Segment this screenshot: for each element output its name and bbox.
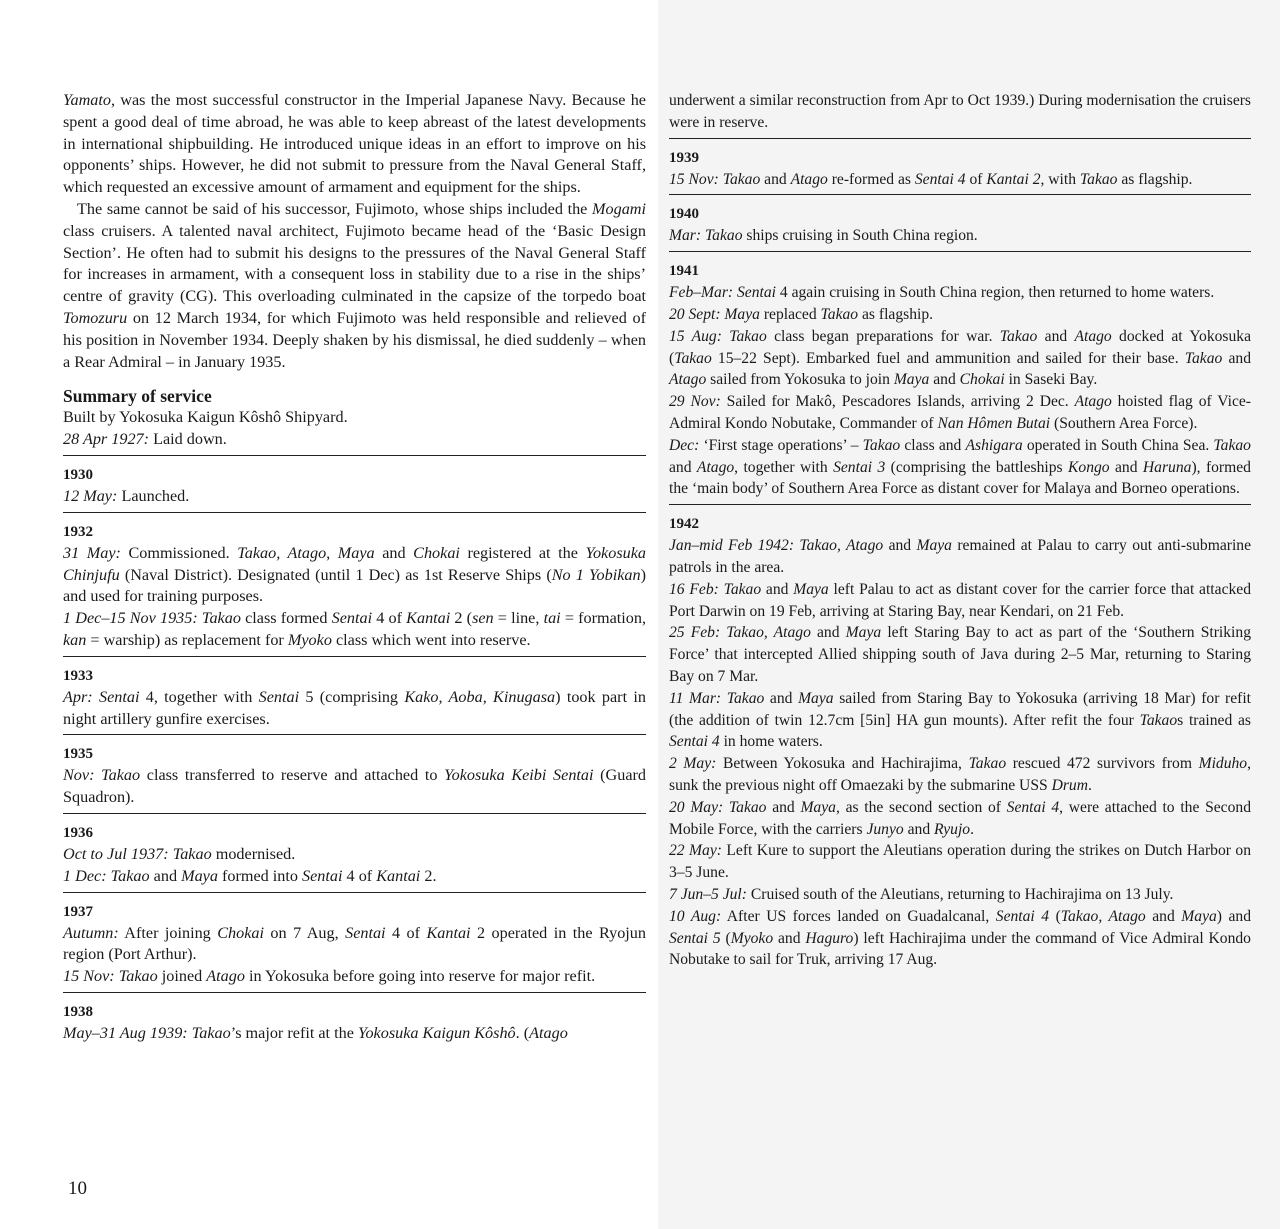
italic-text: Maya: [798, 689, 834, 707]
text-run: and: [149, 866, 182, 885]
text-run: , with: [1040, 170, 1080, 188]
text-run: (Southern Area Force).: [1050, 414, 1198, 432]
italic-text: Takao: [862, 436, 901, 454]
service-entry: [669, 884, 1251, 906]
service-entry: [63, 866, 646, 888]
service-entry: [63, 765, 646, 809]
text-run: = formation,: [560, 609, 647, 628]
italic-text: Yokosuka Chinjufu: [63, 543, 647, 584]
service-year-section: [669, 203, 1251, 252]
left-column: [63, 90, 646, 1045]
italic-text: Mogami: [592, 199, 646, 218]
summary-line: [63, 429, 646, 451]
italic-text: Mar: Takao: [669, 227, 743, 245]
italic-text: Takao: [1139, 711, 1178, 729]
italic-text: sen: [472, 609, 494, 628]
section-rule: [669, 194, 1251, 195]
text-run: and: [810, 624, 846, 642]
text-run: ’s major refit at the: [230, 1023, 358, 1042]
intro-paragraphs: [63, 90, 646, 373]
italic-text: Maya: [793, 580, 829, 598]
service-sections-left: [63, 464, 646, 1045]
italic-text: 12 May:: [63, 486, 118, 505]
text-run: left Staring Bay to act as part of the ‘Southern Striking Force’ that intercepted Allied shipping south of Java during 2–5 Mar, returning to Staring Bay on 7 Mar.: [669, 624, 1251, 685]
italic-text: Haguro: [805, 929, 854, 947]
year-heading: 1937: [63, 903, 93, 920]
text-run: (comprising the battleships: [885, 458, 1068, 476]
text-run: class and: [900, 436, 966, 454]
italic-text: Sentai 4: [995, 907, 1050, 925]
service-entry: [669, 225, 1251, 247]
text-run: = line,: [493, 609, 544, 628]
text-run: .: [970, 820, 975, 838]
italic-text: Kantai: [406, 609, 451, 628]
italic-text: Ryujo: [934, 820, 971, 838]
service-entry: [669, 688, 1251, 753]
text-run: sailed from Yokosuka to join: [706, 371, 894, 389]
service-year-section: [63, 521, 646, 657]
text-run: left Palau to act as distant cover for the carrier force that attacked Port Darwin on 19 Feb, arriving at Staring Bay, near Kendari, on 21 Feb.: [669, 580, 1251, 620]
text-run: formed into: [217, 866, 303, 885]
summary-intro: [63, 407, 646, 451]
text-run: , were attached to the Second Mobile Force, with the carriers: [669, 798, 1251, 838]
section-rule: [63, 455, 646, 456]
text-run: ) took part in night artillery gunfire exercises.: [63, 687, 646, 728]
italic-text: 25 Feb: Takao, Atago: [669, 624, 811, 642]
text-run: and: [929, 371, 960, 389]
text-run: and: [761, 580, 794, 598]
text-run: ‘First stage operations’ –: [699, 436, 863, 454]
section-rule: [63, 656, 646, 657]
italic-text: Atago: [790, 170, 828, 188]
page-number: 10: [68, 1178, 87, 1199]
text-run: class began preparations for war.: [766, 327, 1000, 345]
text-run: Launched.: [117, 486, 190, 505]
text-run: 2 (: [450, 609, 473, 628]
text-run: ), formed the ‘main body’ of Southern Area Force as distant cover for Malaya and Borneo operations.: [669, 458, 1251, 498]
text-run: 4 of: [372, 609, 407, 628]
italic-text: Sentai 3: [833, 458, 886, 476]
service-entry: [669, 535, 1251, 579]
text-run: .: [1087, 776, 1092, 794]
service-sections-right: [669, 147, 1251, 972]
body-paragraph: [63, 90, 646, 199]
italic-text: Atago: [206, 967, 245, 986]
text-run: as flagship.: [1117, 170, 1193, 188]
service-entry: [669, 797, 1251, 841]
text-run: docked at Yokosuka (: [669, 327, 1252, 367]
italic-text: 11 Mar: Takao: [669, 689, 765, 707]
text-run: and: [1109, 458, 1143, 476]
italic-text: Atago: [696, 458, 735, 476]
italic-text: Maya: [1181, 907, 1217, 925]
italic-text: Sentai 4: [669, 733, 720, 751]
italic-text: Chokai: [217, 923, 264, 942]
text-run: registered at the: [459, 543, 586, 562]
text-run: After joining: [118, 923, 218, 942]
italic-text: Maya: [893, 371, 930, 389]
service-year-section: [63, 822, 646, 893]
text-run: The same cannot be said of his successor, Fujimoto, whose ships included the: [77, 199, 593, 218]
year-heading: 1932: [63, 523, 93, 540]
text-run: class which went into reserve.: [331, 630, 531, 649]
continuation-paragraph: [669, 90, 1251, 134]
italic-text: Kantai: [376, 866, 421, 885]
italic-text: 22 May:: [669, 842, 722, 860]
italic-text: Maya: [845, 624, 882, 642]
text-run: of: [965, 170, 987, 188]
text-run: Sailed for Makô, Pescadores Islands, arriving 2 Dec.: [720, 393, 1075, 411]
service-entry: [669, 282, 1251, 304]
service-year-section: [669, 513, 1251, 971]
service-entry: [669, 622, 1251, 687]
italic-text: 20 Sept: Maya: [669, 305, 760, 323]
text-run: , sunk the previous night off Omaezaki by the submarine USS: [669, 755, 1252, 794]
italic-text: 7 Jun–5 Jul:: [669, 885, 747, 903]
text-run: and: [773, 929, 806, 947]
italic-text: Takao: [999, 327, 1038, 345]
text-run: operated in South China Sea.: [1022, 436, 1214, 454]
right-column: [669, 90, 1251, 971]
section-rule: [63, 892, 646, 893]
service-entry: [63, 923, 646, 967]
section-rule: [669, 138, 1251, 139]
text-run: 5 (comprising: [299, 687, 405, 706]
italic-text: Yamato: [63, 91, 111, 109]
text-run: (Guard Squadron).: [63, 766, 647, 807]
text-run: and: [766, 798, 801, 816]
text-run: and: [1037, 327, 1075, 345]
text-run: 4 again cruising in South China region, then returned to home waters.: [775, 284, 1215, 302]
year-heading: 1940: [669, 206, 699, 223]
italic-text: Junyo: [866, 820, 904, 838]
service-entry: [669, 391, 1251, 435]
italic-text: Jan–mid Feb 1942: Takao, Atago: [669, 537, 884, 555]
italic-text: Takao: [1213, 436, 1251, 454]
text-run: Between Yokosuka and Hachirajima,: [716, 755, 969, 773]
text-run: 2 operated in the Ryojun region (Port Arthur).: [63, 923, 646, 964]
text-run: and: [883, 537, 917, 555]
text-run: Laid down.: [149, 430, 227, 449]
section-rule: [63, 992, 646, 993]
italic-text: Sentai: [331, 609, 373, 628]
italic-text: Tomozuru: [63, 308, 128, 327]
text-run: in Saseki Bay.: [1004, 371, 1098, 389]
italic-text: 10 Aug:: [669, 907, 722, 925]
italic-text: tai: [543, 609, 561, 628]
text-run: rescued 472 survivors from: [1006, 755, 1199, 773]
service-year-section: [63, 665, 646, 736]
italic-text: Takao: [820, 305, 859, 323]
italic-text: 15 Nov: Takao: [63, 967, 158, 986]
service-year-section: [63, 1001, 646, 1045]
italic-text: 15 Aug: Takao: [669, 327, 767, 345]
italic-text: May–31 Aug 1939: Takao: [63, 1023, 231, 1042]
italic-text: Atago: [529, 1023, 568, 1042]
text-run: class transferred to reserve and attached to: [140, 766, 445, 785]
service-year-section: [63, 743, 646, 814]
italic-text: Kako, Aoba, Kinugasa: [404, 687, 556, 706]
text-run: hoisted flag of Vice-Admiral Kondo Nobutake, Commander of: [669, 393, 1251, 432]
italic-text: 29 Nov:: [669, 393, 721, 411]
italic-text: Sentai 4: [914, 170, 966, 188]
text-run: remained at Palau to carry out anti-submarine patrols in the area.: [669, 537, 1252, 576]
text-run: modernised.: [211, 844, 296, 863]
italic-text: Takao: [1079, 170, 1118, 188]
text-run: After US forces landed on Guadalcanal,: [721, 907, 996, 925]
text-run: 4 of: [342, 866, 377, 885]
italic-text: 15 Nov: Takao: [669, 170, 761, 188]
section-rule: [669, 504, 1251, 505]
continuation-text: [669, 90, 1251, 134]
text-run: (: [720, 929, 731, 947]
service-entry: [669, 753, 1251, 797]
text-run: and: [760, 170, 791, 188]
text-run: on 7 Aug,: [263, 923, 346, 942]
year-heading: 1935: [63, 746, 93, 763]
text-run: as flagship.: [858, 305, 934, 323]
text-run: . (: [515, 1023, 530, 1042]
italic-text: Ashigara: [965, 436, 1023, 454]
italic-text: Feb–Mar: Sentai: [669, 284, 776, 302]
text-run: (Naval District). Designated (until 1 Dec) as 1st Reserve Ships (: [119, 565, 552, 584]
year-heading: 1938: [63, 1003, 93, 1020]
italic-text: Yokosuka Kaigun Kôshô: [357, 1023, 516, 1042]
italic-text: Myoko: [730, 929, 774, 947]
year-heading: 1930: [63, 466, 93, 483]
service-entry: [669, 906, 1251, 971]
text-run: and: [374, 543, 414, 562]
text-run: underwent a similar reconstruction from Apr to Oct 1939.) During modernisation the cruisers were in reserve.: [669, 92, 1251, 131]
italic-text: Takao: [674, 349, 712, 367]
italic-text: No 1 Yobikan: [551, 565, 641, 584]
italic-text: Drum: [1051, 776, 1088, 794]
italic-text: Autumn:: [63, 923, 119, 942]
summary-line: [63, 407, 646, 429]
italic-text: Nan Hômen Butai: [937, 414, 1051, 432]
italic-text: Atago: [1074, 393, 1112, 411]
italic-text: Chokai: [413, 543, 460, 562]
italic-text: Kantai 2: [986, 170, 1041, 188]
text-run: re-formed as: [827, 170, 915, 188]
service-entry: [669, 579, 1251, 623]
italic-text: Oct to Jul 1937: Takao: [63, 844, 212, 863]
service-entry: [669, 169, 1251, 191]
service-entry: [669, 304, 1251, 326]
text-run: and: [1222, 349, 1251, 367]
italic-text: Kantai: [426, 923, 471, 942]
year-heading: 1941: [669, 263, 699, 280]
text-run: class formed: [240, 609, 332, 628]
italic-text: Maya: [800, 798, 836, 816]
text-run: (: [1049, 907, 1061, 925]
italic-text: Kongo: [1068, 458, 1110, 476]
italic-text: Sentai: [258, 687, 300, 706]
italic-text: Sentai: [302, 866, 343, 885]
italic-text: Dec:: [669, 436, 700, 454]
service-entry: [669, 840, 1251, 884]
italic-text: Sentai 5: [669, 929, 721, 947]
italic-text: 1 Dec: Takao: [63, 866, 150, 885]
italic-text: Takao: [1184, 349, 1223, 367]
year-heading: 1942: [669, 516, 699, 533]
italic-text: Haruna: [1142, 458, 1192, 476]
text-run: , was the most successful constructor in the Imperial Japanese Navy. Because he spent a good deal of time abroad, he was able to keep abreast of the latest developments in international shipbuilding. He introduced unique ideas in an effort to improve on his opponents’ ships. However, he did not submit to pressure from the Naval General Staff, which requested an excessive amount of armament and equipment for the ships.: [63, 91, 646, 197]
service-year-section: [669, 147, 1251, 196]
text-run: replaced: [759, 305, 821, 323]
italic-text: Takao, Atago: [1060, 907, 1146, 925]
italic-text: Takao, Atago, Maya: [237, 543, 375, 562]
italic-text: Takao: [968, 755, 1007, 773]
service-entry: [63, 543, 646, 608]
service-entry: [63, 486, 646, 508]
text-run: sailed from Staring Bay to Yokosuka (arriving 18 Mar) for refit (the addition of twin 12.7cm [5in] HA gun mounts). After refit the four: [669, 689, 1251, 729]
service-entry: [669, 435, 1251, 500]
text-run: s trained as: [1177, 711, 1251, 729]
text-run: 15–22 Sept). Embarked fuel and ammunition and sailed for their base.: [711, 349, 1185, 367]
summary-heading: Summary of service: [63, 386, 212, 407]
italic-text: kan: [63, 630, 87, 649]
text-run: , together with: [734, 458, 834, 476]
italic-text: 31 May:: [63, 543, 121, 562]
section-rule: [669, 251, 1251, 252]
italic-text: Atago: [1074, 327, 1112, 345]
italic-text: Miduho: [1198, 755, 1248, 773]
text-run: = warship) as replacement for: [86, 630, 288, 649]
italic-text: 20 May: Takao: [669, 798, 767, 816]
text-run: , as the second section of: [835, 798, 1007, 816]
italic-text: 2 May:: [669, 755, 717, 773]
italic-text: Myoko: [287, 630, 332, 649]
text-run: Left Kure to support the Aleutians operation during the strikes on Dutch Harbor on 3–5 June.: [669, 842, 1251, 882]
italic-text: Sentai: [345, 923, 386, 942]
text-run: 4, together with: [139, 687, 259, 706]
text-run: Built by Yokosuka Kaigun Kôshô Shipyard.: [63, 408, 348, 427]
italic-text: 1 Dec–15 Nov 1935: Takao: [63, 609, 241, 628]
service-entry: [63, 844, 646, 866]
text-run: on 12 March 1934, for which Fujimoto was held responsible and relieved of his position in November 1934. Deeply shaken by his dismissal, he died suddenly – when a Rear Admiral – in January 1935.: [63, 308, 646, 371]
text-run: ) left Hachirajima under the command of Vice Admiral Kondo Nobutake to sail for Truk, arriving 17 Aug.: [669, 929, 1251, 969]
italic-text: Atago: [669, 371, 707, 389]
text-run: class cruisers. A talented naval architect, Fujimoto became head of the ‘Basic Design Section’. He often had to submit his designs to the pressures of the Naval General Staff for increases in armament, with a consequent loss in stability due to a rise in the ships’ centre of gravity (CG). This overloading culminated in the capsize of the torpedo boat: [63, 221, 646, 306]
year-heading: 1936: [63, 824, 93, 841]
text-run: 2.: [420, 866, 437, 885]
italic-text: Chokai: [959, 371, 1005, 389]
text-run: joined: [157, 967, 207, 986]
text-run: ) and: [1216, 907, 1252, 925]
text-run: ) and used for training purposes.: [63, 565, 646, 606]
italic-text: Sentai 4: [1006, 798, 1060, 816]
service-entry: [63, 966, 646, 988]
service-year-section: [63, 901, 646, 993]
section-rule: [63, 813, 646, 814]
service-entry: [63, 687, 646, 731]
service-entry: [669, 326, 1251, 391]
text-run: in Yokosuka before going into reserve for major refit.: [244, 967, 596, 986]
body-paragraph: [63, 199, 646, 373]
text-run: 4 of: [385, 923, 427, 942]
section-rule: [63, 734, 646, 735]
text-run: and: [764, 689, 799, 707]
text-run: ships cruising in South China region.: [742, 227, 978, 245]
text-run: and: [669, 458, 697, 476]
italic-text: 16 Feb: Takao: [669, 580, 762, 598]
italic-text: 28 Apr 1927:: [63, 430, 150, 449]
italic-text: Maya: [181, 866, 218, 885]
service-entry: [63, 608, 646, 652]
service-entry: [63, 1023, 646, 1045]
italic-text: Apr: Sentai: [63, 687, 140, 706]
service-year-section: [669, 260, 1251, 505]
year-heading: 1933: [63, 667, 93, 684]
text-run: in home waters.: [719, 733, 823, 751]
text-run: Cruised south of the Aleutians, returning to Hachirajima on 13 July.: [746, 885, 1174, 903]
text-run: and: [903, 820, 935, 838]
text-run: and: [1145, 907, 1182, 925]
text-run: Commissioned.: [120, 543, 238, 562]
italic-text: Nov: Takao: [63, 766, 141, 785]
italic-text: Yokosuka Keibi Sentai: [444, 766, 594, 785]
year-heading: 1939: [669, 149, 699, 166]
section-rule: [63, 512, 646, 513]
italic-text: Maya: [916, 537, 952, 555]
service-year-section: [63, 464, 646, 513]
